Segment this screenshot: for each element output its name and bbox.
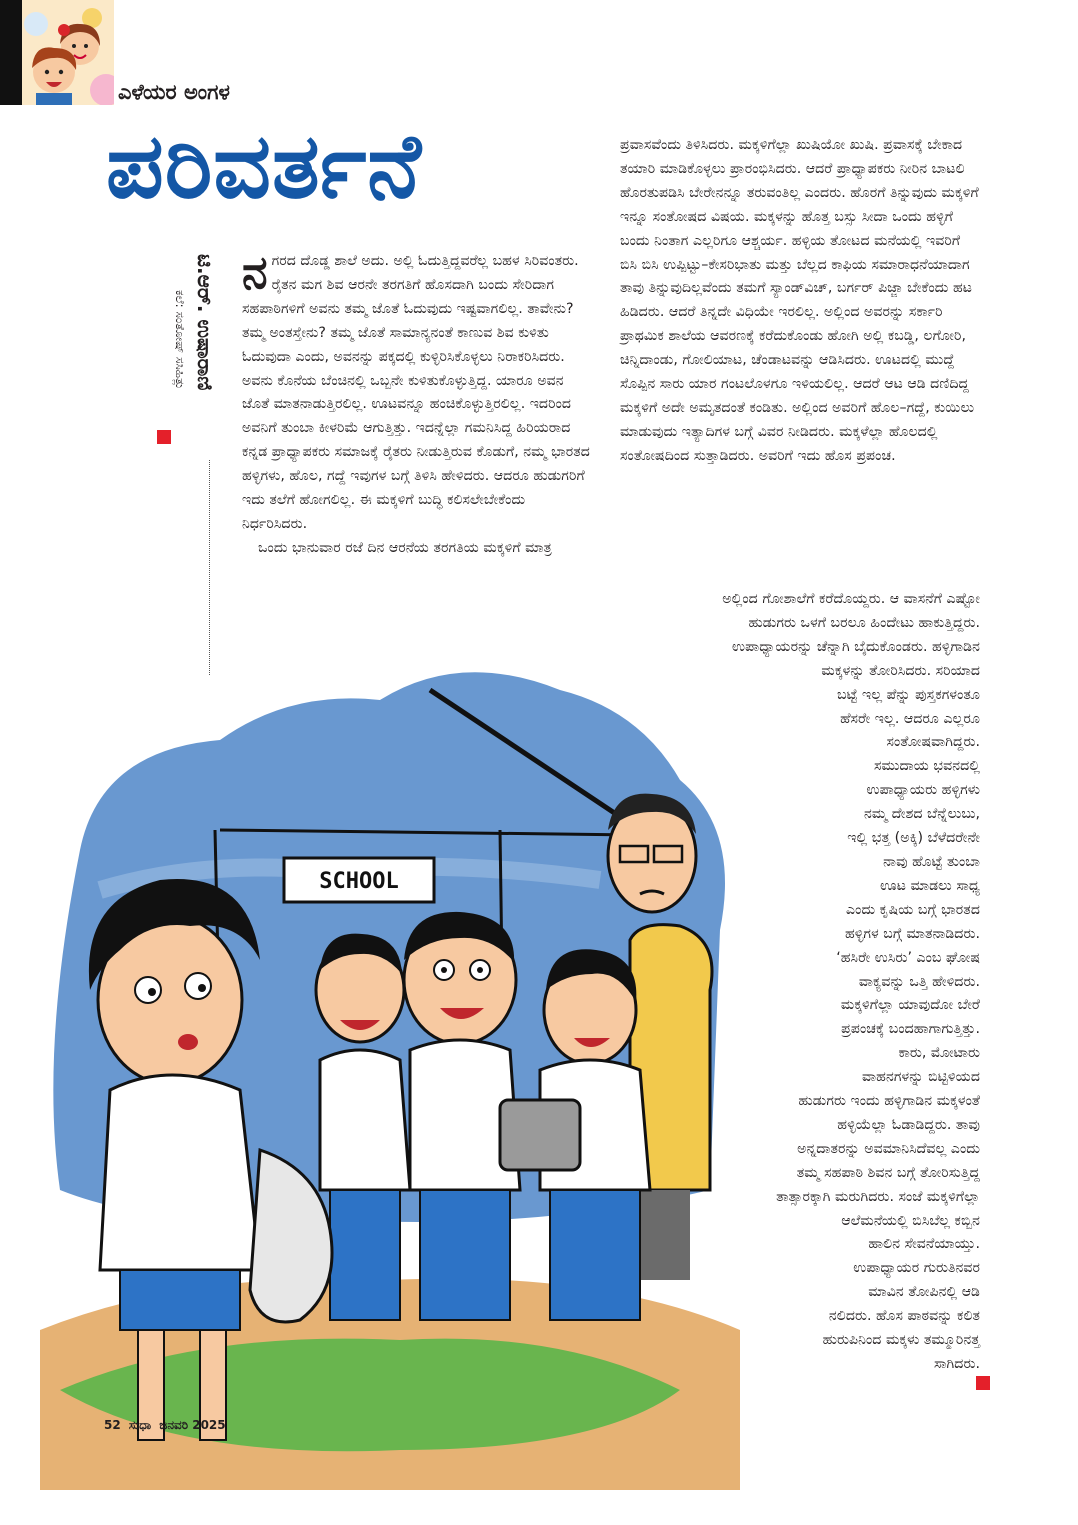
wrapped-line: ಮಕ್ಕಳನ್ನು ತೋರಿಸಿದರು. ಸರಿಯಾದ — [821, 662, 980, 679]
wrapped-line: ಹಳ್ಳಿಗಳ ಬಗ್ಗೆ ಮಾತನಾಡಿದರು. — [844, 925, 980, 942]
wrapped-line: ನಾವು ಹೊಟ್ಟೆ ತುಂಬಾ — [883, 853, 980, 870]
wrapped-line: ಕಾರು, ಮೋಟಾರು — [898, 1045, 980, 1062]
paragraph-3: ಪ್ರವಾಸವೆಂದು ತಿಳಿಸಿದರು. ಮಕ್ಕಳಿಗೆಲ್ಲಾ ಖುಷಿಯೋ ಖುಷಿ. ಪ್ರವಾಸಕ್ಕೆ ಬೇಕಾದ ತಯಾರಿ ಮಾಡಿಕೊಳ್ಳಲು ಪ್ರಾರಂಭಿಸಿದರು. ಆದರೆ ಪ್ರಾಧ್ಯಾಪಕರು ನೀರಿನ ಬಾಟಲಿ ಹೊರತುಪಡಿಸಿ ಬೇರೇನನ್ನೂ ತರುವಂತಿಲ್ಲ ಎಂದರು. ಹೊರಗೆ ತಿನ್ನುವುದು ಮಕ್ಕಳಿಗೆ ಇನ್ನೂ ಸಂತೋಷದ ವಿಷಯ. ಮಕ್ಕಳನ್ನು ಹೊತ್ತ ಬಸ್ಸು ಸೀದಾ ಒಂದು ಹಳ್ಳಿಗೆ ಬಂದು ನಿಂತಾಗ ಎಲ್ಲರಿಗೂ ಆಶ್ಚರ್ಯ. ಹಳ್ಳಿಯ ತೋಟದ ಮನೆಯಲ್ಲಿ ಇವರಿಗೆ ಬಿಸಿ ಬಿಸಿ ಉಪ್ಪಿಟ್ಟು–ಕೇಸರಿಭಾತು ಮತ್ತು ಬೆಲ್ಲದ ಕಾಫಿಯ ಸಮಾರಾಧನೆಯಾದಾಗ ತಾವು ತಿನ್ನುವುದಿಲ್ಲವೆಂದು ತಮಗೆ ಸ್ಯಾಂಡ್‌ವಿಚ್, ಬರ್ಗರ್ ಪಿಜ್ಜಾ ಬೇಕೆಂದು ಹಟ ಹಿಡಿದರು. ಆದರೆ ತಿನ್ನದೇ ವಿಧಿಯೇ ಇರಲಿಲ್ಲ. ಅಲ್ಲಿಂದ ಅವರನ್ನು ಸರ್ಕಾರಿ ಪ್ರಾಥಮಿಕ ಶಾಲೆಯ ಆವರಣಕ್ಕೆ ಕರೆದುಕೊಂಡು ಹೋಗಿ ಅಲ್ಲಿ ಕಬಡ್ಡಿ, ಲಗೋರಿ, ಚಿನ್ನಿದಾಂಡು, ಗೋಲಿಯಾಟ, ಚೆಂಡಾಟವನ್ನು ಆಡಿಸಿದರು. ಊಟದಲ್ಲಿ ಮುದ್ದೆ ಸೊಪ್ಪಿನ ಸಾರು ಯಾರ ಗಂಟಲೊಳಗೂ ಇಳಿಯಲಿಲ್ಲ. ಆದರೆ ಆಟ ಆಡಿ ದಣಿದಿದ್ದ ಮಕ್ಕಳಿಗೆ ಅದೇ ಅಮೃತದಂತೆ ಕಂಡಿತು. ಅಲ್ಲಿಂದ ಅವರಿಗೆ ಹೊಲ–ಗದ್ದೆ, ಕುಯಿಲು ಮಾಡುವುದು ಇತ್ಯಾದಿಗಳ ಬಗ್ಗೆ ವಿವರ ನೀಡಿದರು. ಮಕ್ಕಳೆಲ್ಲಾ ಹೊಲದಲ್ಲಿ ಸಂತೋಷದಿಂದ ಸುತ್ತಾಡಿದರು. ಅವರಿಗೆ ಇದು ಹೊಸ ಪ್ರಪಂಚ. — [620, 137, 979, 464]
wrapped-line: ಹುಡುಗರು ಒಳಗೆ ಬರಲೂ ಹಿಂದೇಟು ಹಾಕುತ್ತಿದ್ದರು. — [748, 614, 980, 631]
wrapped-line: ಸಂತೋಷವಾಗಿದ್ದರು. — [886, 734, 980, 751]
magazine-name: ಸುಧಾ — [128, 1418, 152, 1432]
wrapped-line: ವಾಕ್ಯವನ್ನು ಒತ್ತಿ ಹೇಳಿದರು. — [858, 973, 980, 990]
article-title: ಪರಿವರ್ತನೆ — [106, 114, 422, 219]
page-footer — [104, 1418, 230, 1433]
wrapped-line: ಬಟ್ಟೆ ಇಲ್ಲ ಪೆನ್ನು ಪುಸ್ತಕಗಳಂತೂ — [836, 686, 980, 703]
end-red-square — [976, 1376, 990, 1390]
wrapped-line: ನಲಿದರು. ಹೊಸ ಪಾಠವನ್ನು ಕಲಿತ — [828, 1308, 980, 1325]
byline-red-square — [157, 430, 171, 444]
article-column-2-wrapped — [600, 588, 980, 1377]
wrapped-line: ‘ಹಸಿರೇ ಉಸಿರು’ ಎಂಬ ಘೋಷ — [836, 949, 980, 966]
wrapped-line: ಹೆಸರೇ ಇಲ್ಲ. ಆದರೂ ಎಲ್ಲರೂ — [840, 710, 980, 727]
wrapped-line: ಉಪಾಧ್ಯಾಯರನ್ನು ಚೆನ್ನಾಗಿ ಬೈದುಕೊಂಡರು. ಹಳ್ಳಿಗಾಡಿನ — [732, 638, 980, 655]
article-column-2 — [620, 134, 980, 469]
wrapped-line: ನಮ್ಮ ದೇಶದ ಬೆನ್ನೆಲುಬು, — [863, 806, 980, 823]
wrapped-line: ಹಳ್ಳಿಯೆಲ್ಲಾ ಓಡಾಡಿದ್ದರು. ತಾವು — [837, 1116, 980, 1133]
article-column-1 — [242, 245, 594, 561]
wrapped-line: ಮಕ್ಕಳಿಗೆಲ್ಲಾ ಯಾವುದೋ ಬೇರೆ — [840, 997, 980, 1014]
wrapped-line: ತಮ್ಮ ಸಹಪಾಠಿ ಶಿವನ ಬಗ್ಗೆ ತೋರಿಸುತ್ತಿದ್ದ — [796, 1164, 980, 1181]
wrapped-line: ಸಮುದಾಯ ಭವನದಲ್ಲಿ — [874, 758, 980, 775]
paragraph-1 — [242, 245, 594, 537]
corner-black-bar — [0, 0, 22, 105]
school-sign-text: SCHOOL — [319, 869, 399, 894]
author-name: ಟಿ.ಆರ್. ಉಷಾರಾಣಿ — [193, 254, 217, 391]
paragraph-1-text: ಗರದ ದೊಡ್ಡ ಶಾಲೆ ಅದು. ಅಲ್ಲಿ ಓದುತ್ತಿದ್ದವರೆಲ್ಲ ಬಹಳ ಸಿರಿವಂತರು. ರೈತನ ಮಗ ಶಿವ ಆರನೇ ತರಗತಿಗೆ ಹೊಸದಾಗಿ ಬಂದು ಸೇರಿದಾಗ ಸಹಪಾಠಿಗಳಿಗೆ ಅವನು ತಮ್ಮ ಜೊತೆ ಓದುವುದು ಇಷ್ಟವಾಗಲಿಲ್ಲ. ತಾವೇನು? ತಮ್ಮ ಅಂತಸ್ತೇನು? ತಮ್ಮ ಜೊತೆ ಸಾಮಾನ್ಯನಂತೆ ಕಾಣುವ ಶಿವ ಕುಳಿತು ಓದುವುದಾ ಎಂದು, ಅವನನ್ನು ಪಕ್ಕದಲ್ಲಿ ಕುಳ್ಳಿರಿಸಿಕೊಳ್ಳಲು ನಿರಾಕರಿಸಿದರು. ಅವನು ಕೊನೆಯ ಬೆಂಚಿನಲ್ಲಿ ಒಬ್ಬನೇ ಕುಳಿತುಕೊಳ್ಳುತ್ತಿದ್ದ. ಯಾರೂ ಅವನ ಜೊತೆ ಮಾತನಾಡುತ್ತಿರಲಿಲ್ಲ. ಊಟವನ್ನೂ ಹಂಚಿಕೊಳ್ಳುತ್ತಿರಲಿಲ್ಲ. ಇದರಿಂದ ಅವನಿಗೆ ತುಂಬಾ ಕೀಳರಿಮೆ ಆಗುತ್ತಿತ್ತು. ಇದನ್ನೆಲ್ಲಾ ಗಮನಿಸಿದ್ದ ಹಿರಿಯರಾದ ಕನ್ನಡ ಪ್ರಾಧ್ಯಾಪಕರು ಸಮಾಜಕ್ಕೆ ರೈತರು ನೀಡುತ್ತಿರುವ ಕೊಡುಗೆ, ನಮ್ಮ ಭಾರತದ ಹಳ್ಳಿಗಳು, ಹೊಲ, ಗದ್ದೆ ಇವುಗಳ ಬಗ್ಗೆ ತಿಳಿಸಿ ಹೇಳಿದರು. ಆದರೂ ಹುಡುಗರಿಗೆ ಇದು ತಲೆಗೆ ಹೋಗಲಿಲ್ಲ. ಈ ಮಕ್ಕಳಿಗೆ ಬುದ್ಧಿ ಕಲಿಸಲೇಬೇಕೆಂದು ನಿರ್ಧರಿಸಿದರು. — [242, 253, 590, 532]
byline — [150, 250, 220, 450]
wrapped-line: ಉಪಾಧ್ಯಾಯರು ಹಳ್ಳಿಗಳು — [866, 782, 980, 799]
wrapped-line: ಹುರುಪಿನಿಂದ ಮಕ್ಕಳು ತಮ್ಮೂರಿನತ್ತ — [822, 1332, 980, 1349]
wrapped-line: ತಾತ್ಸಾರಕ್ಕಾಗಿ ಮರುಗಿದರು. ಸಂಜೆ ಮಕ್ಕಳಿಗೆಲ್ಲಾ — [776, 1188, 980, 1205]
wrapped-line: ಹಾಲಿನ ಸೇವನೆಯಾಯ್ತು. — [868, 1236, 980, 1253]
wrapped-line: ಅಲ್ಲಿಂದ ಗೋಶಾಲೆಗೆ ಕರೆದೊಯ್ದರು. ಆ ವಾಸನೆಗೆ ಎಷ್ಟೋ — [722, 591, 980, 607]
page-number: 52 — [104, 1418, 121, 1432]
wrapped-line: ಎಂದು ಕೃಷಿಯ ಬಗ್ಗೆ ಭಾರತದ — [846, 901, 980, 918]
paragraph-2: ಒಂದು ಭಾನುವಾರ ರಜೆ ದಿನ ಆರನೆಯ ತರಗತಿಯ ಮಕ್ಕಳಿಗೆ ಮಾತ್ರ — [258, 539, 552, 556]
illustrator-credit: ಕಲೆ: ಸಂತೋಷ್ ಸಸಿಹಿತ್ಲು — [173, 290, 187, 390]
drop-cap: ನ — [242, 245, 268, 299]
wrapped-line: ವಾಹನಗಳನ್ನು ಬಿಟ್ಟಿಳಿಯದ — [862, 1069, 980, 1086]
wrapped-line: ಊಟ ಮಾಡಲು ಸಾಧ್ಯ — [880, 877, 980, 894]
issue-date: ಜನವರಿ 2025 — [159, 1418, 226, 1432]
wrapped-line: ಹುಡುಗರು ಇಂದು ಹಳ್ಳಿಗಾಡಿನ ಮಕ್ಕಳಂತೆ — [798, 1093, 980, 1110]
wrapped-line: ಇಲ್ಲಿ ಭತ್ತ (ಅಕ್ಕಿ) ಬೆಳೆದರೇನೇ — [847, 830, 980, 847]
wrapped-line: ಉಪಾಧ್ಯಾಯರ ಗುರುತಿನವರ — [853, 1260, 980, 1277]
section-label: ಎಳೆಯರ ಅಂಗಳ — [118, 80, 230, 104]
wrapped-line: ಪ್ರಪಂಚಕ್ಕೆ ಬಂದಹಾಗಾಗುತ್ತಿತ್ತು. — [841, 1021, 980, 1038]
wrapped-line: ಆಲೆಮನೆಯಲ್ಲಿ ಬಿಸಿಬೆಲ್ಲ ಕಬ್ಬಿನ — [841, 1212, 980, 1229]
wrapped-line: ಅನ್ನದಾತರನ್ನು ಅವಮಾನಿಸಿದೆವಲ್ಲ ಎಂದು — [797, 1140, 980, 1157]
wrapped-line: ಸಾಗಿದರು. — [934, 1356, 980, 1372]
kids-logo-icon — [22, 0, 114, 105]
wrapped-line: ಮಾವಿನ ತೋಪಿನಲ್ಲಿ ಆಡಿ — [868, 1284, 980, 1301]
